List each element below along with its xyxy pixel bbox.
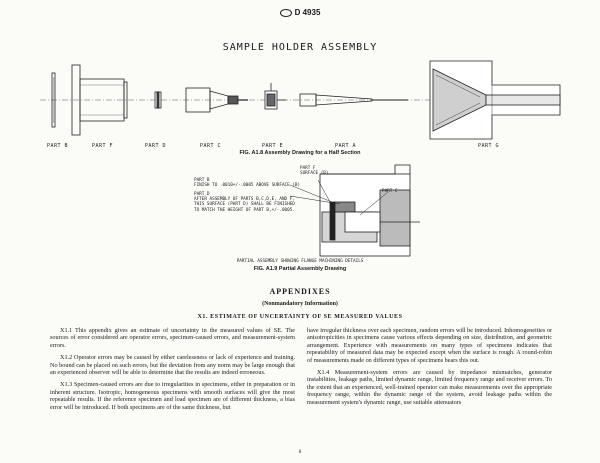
paragraph: X1.4 Measurement-system errors are caused by impedance mismatches, generator instabilities, leakage paths, limited dynamic range, limited frequency range and receiver errors. To the extent that an experienced, well-trained operator can make measurements over the appropriate frequency range, within the dynamic range of the system, avoid leakage paths within the measurement system's dynamic range, use suitable attenuators: [307, 369, 552, 406]
right-column: [307, 327, 552, 411]
partial-assembly-drawing: [0, 160, 600, 270]
figure-caption-a1-9: FIG. A1.9 Partial Assembly Drawing: [253, 266, 347, 272]
part-label: PART C: [200, 143, 222, 149]
part-label: PART E: [262, 143, 284, 149]
astm-logo-icon: [280, 9, 292, 17]
paragraph: X1.2 Operator errors may be caused by either carelessness or lack of experience and training. No bound can be placed on such errors, but the deviation from any norm may be large enough that an experienced observer will be able to determine that the results are indeed erroneous.: [50, 354, 295, 377]
part-label: PART F: [92, 143, 114, 149]
figure-title: SAMPLE HOLDER ASSEMBLY: [222, 42, 378, 53]
partial-assembly-subcaption: PARTIAL ASSEMBLY SHOWING FLANGE MACHINING DETAILS: [236, 259, 364, 264]
page-header: [0, 8, 600, 17]
note-part-d: PART D AFTER ASSEMBLY OF PARTS B,C,D,E, AND F, THIS SURFACE (PART D) SHALL BE FINISHED TO MATCH THE HEIGHT OF PART B,+/-.0005.: [194, 192, 295, 213]
part-label: PART G: [478, 143, 500, 149]
part-label: PART B: [47, 143, 69, 149]
appendix-subheading: (Nonmandatory Information): [262, 301, 338, 307]
appendix-heading: APPENDIXES: [269, 287, 331, 296]
note-part-c: PART C: [382, 189, 398, 194]
left-column: [50, 327, 295, 416]
note-part-f: PART F SURFACE (B): [300, 166, 329, 177]
part-label: PART D: [145, 143, 167, 149]
paragraph: X1.3 Specimen-caused errors are due to irregularities in specimens, either in preparation or in inherent structure. Isotropic, homogeneous specimens with smooth surfaces will give the most repeatable results. If the reference specimen and load specimen are of different thickness, a bias error will be introduced. If both specimens are of the same thickness, but: [50, 381, 295, 411]
exploded-assembly-drawing: [0, 55, 600, 145]
appendix-section-title: X1. ESTIMATE OF UNCERTAINTY OF SE MEASURED VALUES: [197, 314, 403, 320]
part-label: PART A: [335, 143, 357, 149]
standard-designation: D 4935: [294, 8, 321, 17]
part-g-shape: [430, 61, 560, 139]
note-part-b: PART B FINISH TO .0010+/-.0005 ABOVE SURFACE (B): [194, 178, 301, 189]
paragraph: have irregular thickness over each specimen, random errors will be introduced. Inhomogeneities or anisotropicities in specimens cause various effects depending on size, distribution, and geometric arrangement. Experience with measurements on many types of specimens indicates that repeatability of measured data may be expected except when the surface is rough. A round-robin of measurements made on different types of specimens bears this out.: [307, 327, 553, 364]
part-e-shape: [265, 83, 286, 109]
paragraph: X1.1 This appendix gives an estimate of uncertainty in the measured values of SE. The sources of error considered are operator errors, specimen-caused errors, and measurement-system errors.: [50, 327, 295, 349]
page-number: 8: [298, 450, 302, 455]
part-d-shape: [155, 92, 161, 108]
figure-caption-a1-8: FIG. A1.8 Assembly Drawing for a Half Section: [239, 150, 361, 156]
